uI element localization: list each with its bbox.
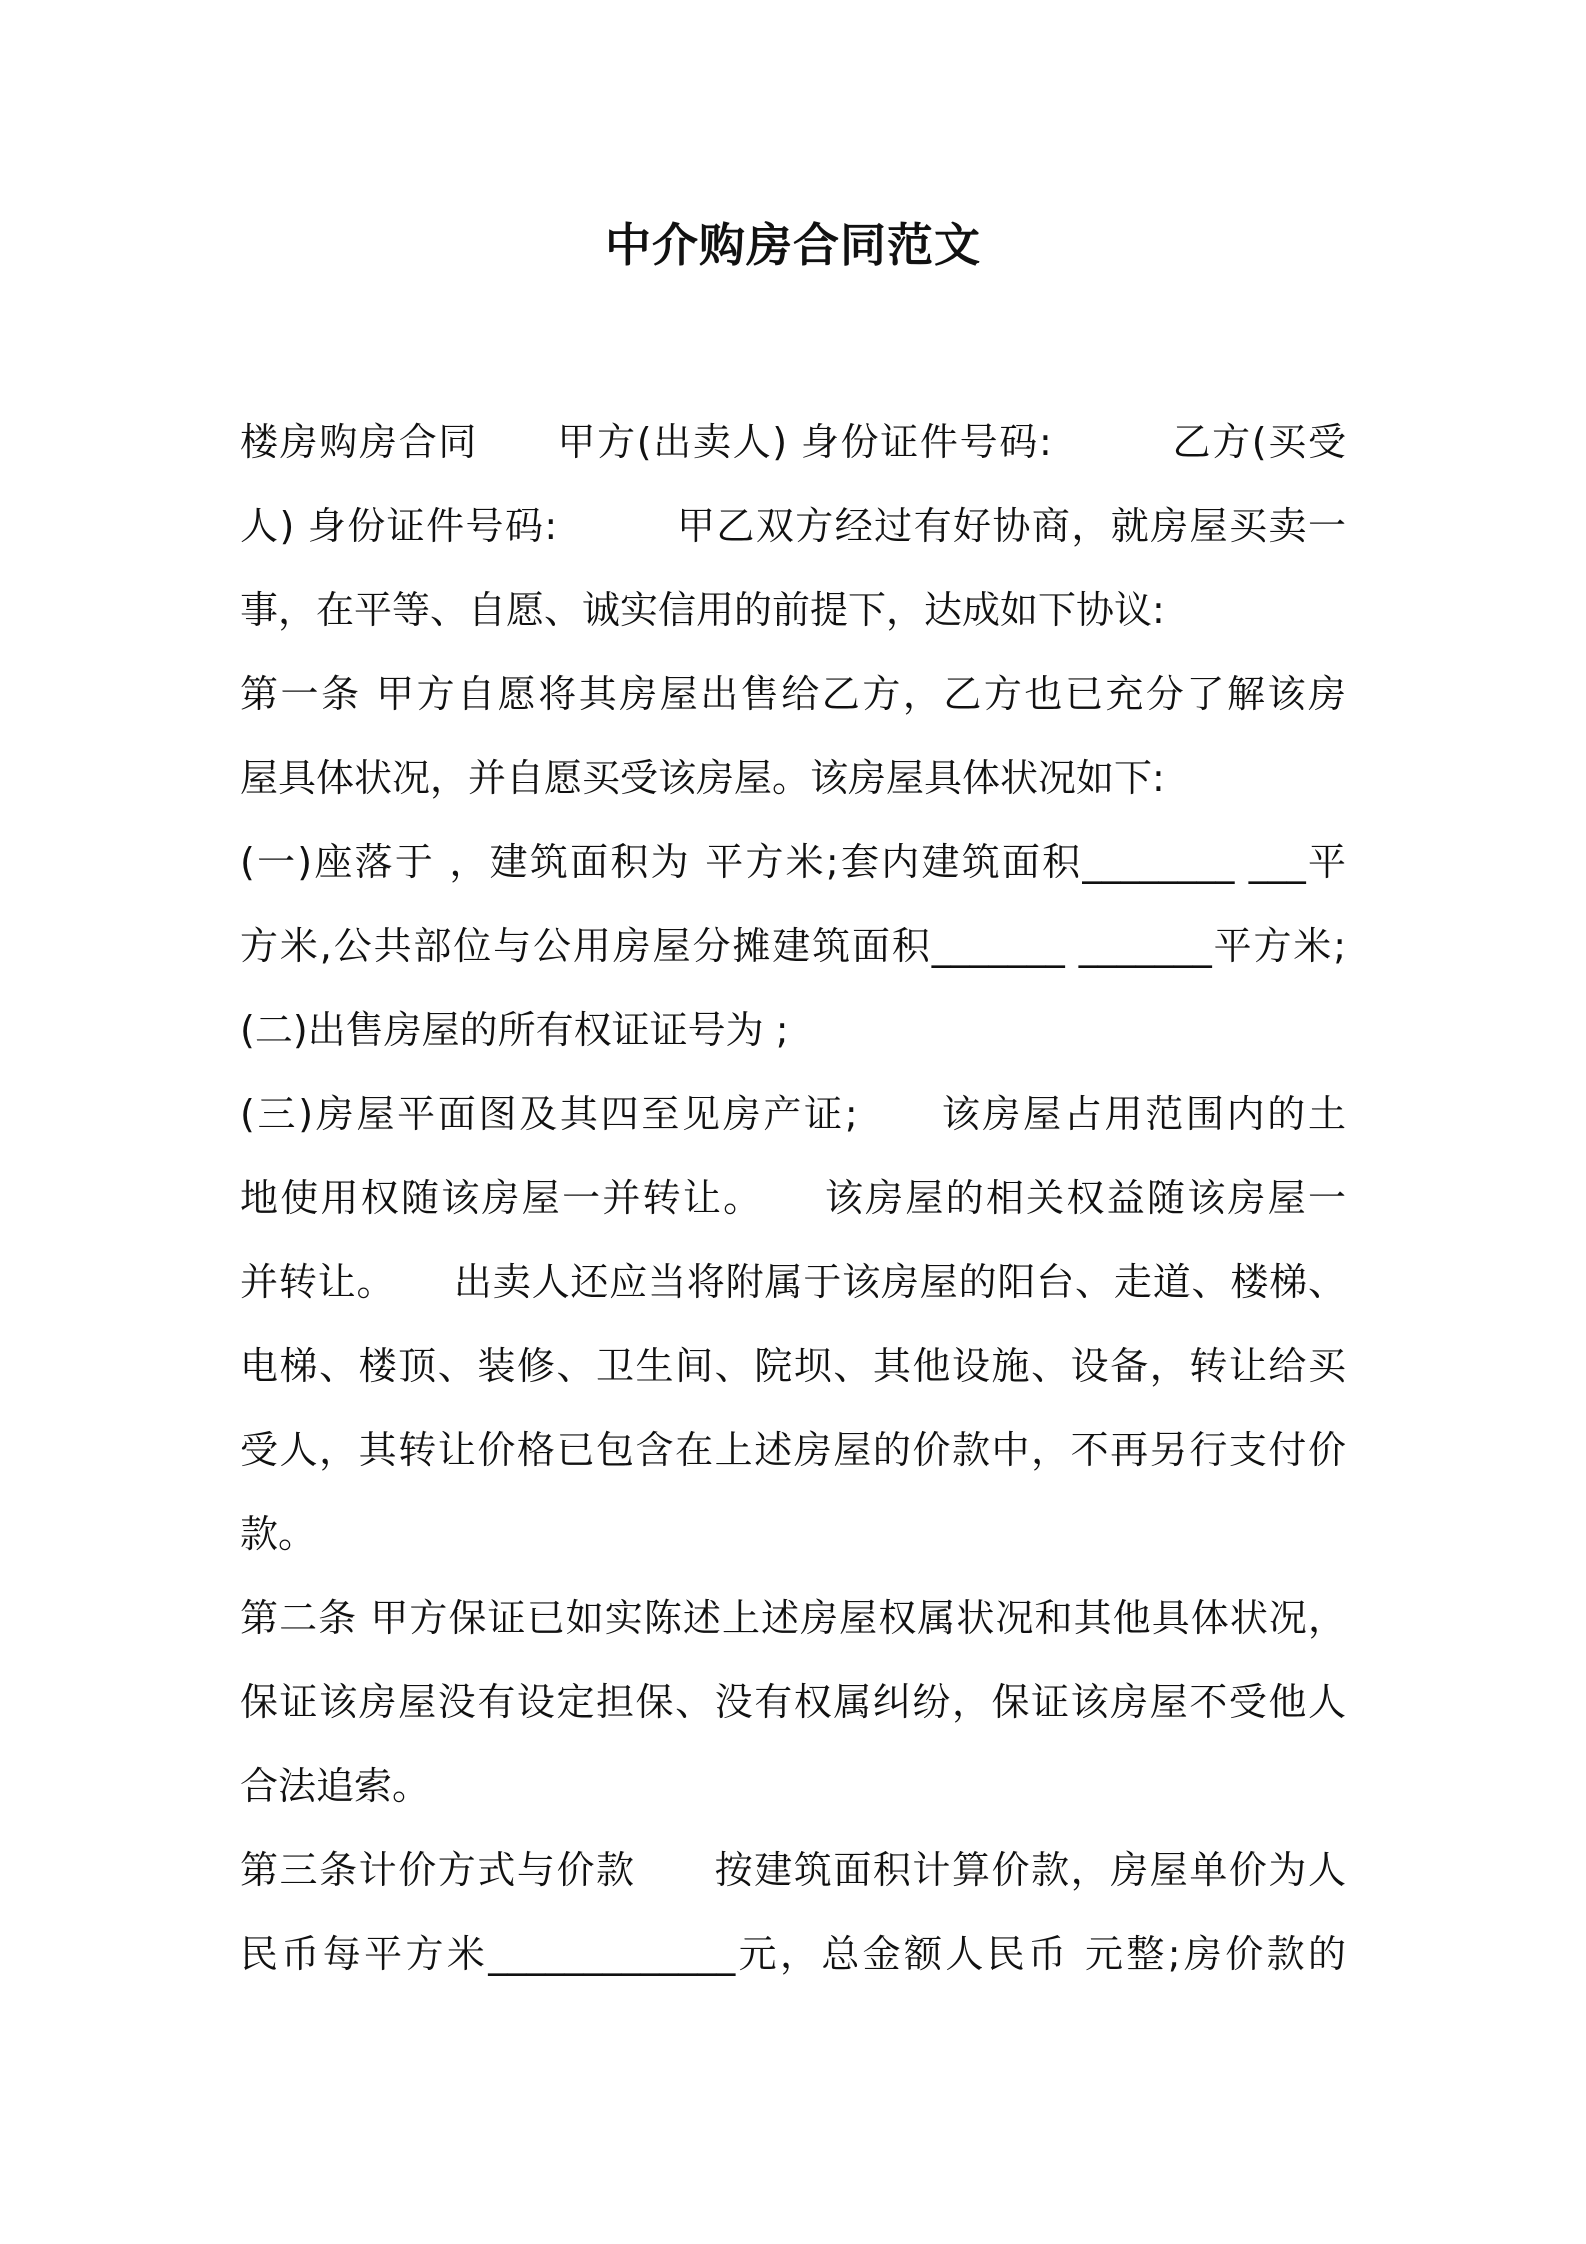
body-line: 并转让。 出卖人还应当将附属于该房屋的阳台、走道、楼梯、 [240, 1260, 1346, 1304]
body-line: 第二条 甲方保证已如实陈述上述房屋权属状况和其他具体状况， [240, 1596, 1346, 1640]
body-line: 屋具体状况，并自愿买受该房屋。该房屋具体状况如下: [240, 756, 1165, 800]
body-line: 第三条计价方式与价款 按建筑面积计算价款，房屋单价为人 [240, 1848, 1346, 1892]
body-line: 民币每平方米_____________元，总金额人民币 元整;房价款的 [240, 1932, 1346, 1976]
body-line: 款。 [240, 1512, 317, 1556]
body-line: 保证该房屋没有设定担保、没有权属纠纷，保证该房屋不受他人 [240, 1680, 1346, 1724]
document-body [240, 400, 1346, 1996]
body-line: 方米,公共部位与公用房屋分摊建筑面积_______ _______平方米; [240, 924, 1346, 968]
body-line: 第一条 甲方自愿将其房屋出售给乙方，乙方也已充分了解该房 [240, 672, 1346, 716]
body-line: (三)房屋平面图及其四至见房产证; 该房屋占用范围内的土 [240, 1092, 1346, 1136]
body-line: 合法追索。 [240, 1764, 431, 1808]
body-line: 事，在平等、自愿、诚实信用的前提下，达成如下协议: [240, 588, 1165, 632]
body-line: 楼房购房合同 甲方(出卖人) 身份证件号码: 乙方(买受 [240, 420, 1346, 464]
body-line: (二)出售房屋的所有权证证号为 ; [240, 1008, 789, 1052]
body-line: (一)座落于 ，建筑面积为 平方米;套内建筑面积________ ___平 [240, 840, 1346, 884]
body-line: 电梯、楼顶、装修、卫生间、院坝、其他设施、设备，转让给买 [240, 1344, 1346, 1388]
body-line: 受人，其转让价格已包含在上述房屋的价款中，不再另行支付价 [240, 1428, 1346, 1472]
body-line: 地使用权随该房屋一并转让。 该房屋的相关权益随该房屋一 [240, 1176, 1346, 1220]
body-line: 人) 身份证件号码: 甲乙双方经过有好协商，就房屋买卖一 [240, 504, 1346, 548]
document-title: 中介购房合同范文 [605, 218, 981, 272]
